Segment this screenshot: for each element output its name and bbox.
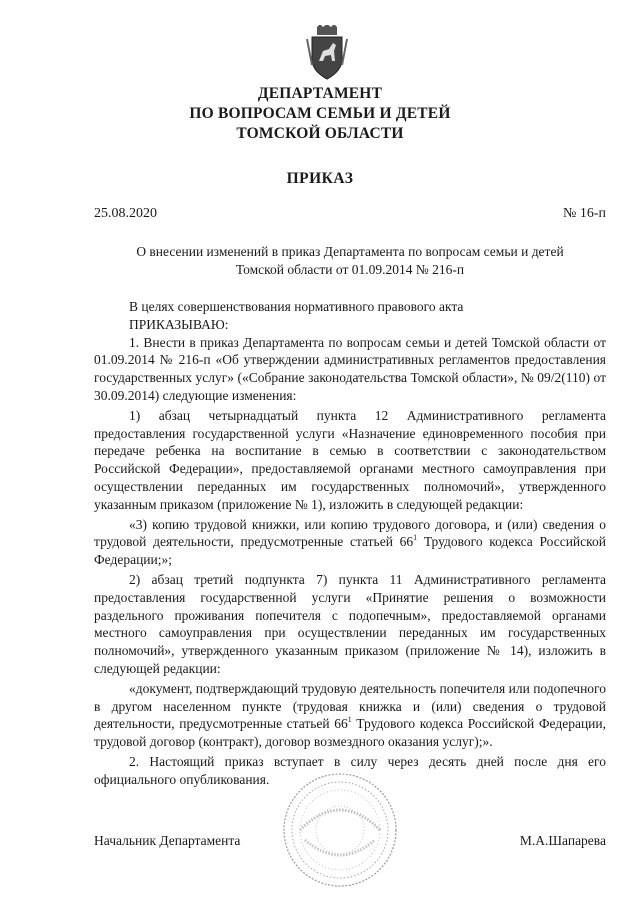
quote-1: [94, 516, 606, 569]
quote-2-text-b: Трудового кодекса Российской Федерации, трудовой договор (контракт), договор возмездного оказания услуг);».: [94, 716, 606, 750]
paragraph-2: 2. Настоящий приказ вступает в силу через десять дней после дня его официального опубликования.: [94, 753, 606, 787]
intro-paragraph: В целях совершенствования нормативного правового акта: [129, 299, 464, 314]
department-line-1: ДЕПАРТАМЕНТ: [257, 85, 383, 102]
order-word: ПРИКАЗЫВАЮ:: [129, 316, 229, 332]
quote-2-superscript: 1: [347, 714, 352, 724]
signer-title: Начальник Департамента: [94, 833, 241, 848]
paragraph-1-1: 1) абзац четырнадцатый пункта 12 Административного регламента предоставления государственной услуги «Назначение единовременного пособия при передаче ребенка на воспитание в семью в соответствии с законодательством Российской Федерации», предоставляемой органами местного самоуправления при осуществлении переданных им государственных полномочий», утвержденного указанным приказом (приложение № 1), изложить в следующей редакции:: [94, 407, 606, 512]
quote-1-text-a: «3) копию трудовой книжки, или копию трудового договора, и (или) сведения о трудовой деятельности, предусмотренные статьей 66: [94, 516, 606, 550]
tomsk-coat-of-arms-icon: [305, 25, 349, 81]
paragraph-1-2: 2) абзац третий подпункта 7) пункта 11 Административного регламента предоставления государственной услуги «Принятие решения о возможности раздельного проживания попечителя с подопечным», предоставляемой органами местного самоуправления при осуществлении переданных им государственных полномочий», утвержденного указанным приказом (приложение № 14), изложить в следующей редакции:: [94, 571, 606, 676]
document-number: № 16-п: [562, 206, 606, 221]
signer-name: М.А.Шапарева: [519, 833, 606, 848]
subject-line-1: О внесении изменений в приказ Департамента по вопросам семьи и детей: [136, 244, 564, 259]
quote-1-superscript: 1: [413, 532, 418, 542]
subject-line-2: Томской области от 01.09.2014 № 216-п: [235, 261, 465, 277]
quote-1-text-b: Трудового кодекса Российской Федерации;»;: [94, 534, 606, 568]
department-name: [0, 84, 640, 144]
document-date: 25.08.2020: [94, 206, 157, 221]
document-body: [94, 298, 606, 791]
department-line-3: ТОМСКОЙ ОБЛАСТИ: [236, 125, 404, 142]
document-subject: [94, 243, 606, 278]
official-round-seal-icon: [280, 770, 400, 890]
paragraph-1: 1. Внести в приказ Департамента по вопросам семьи и детей Томской области от 01.09.2014 № 216-п «Об утверждении административных регламентов предоставления государственных услуг» («Собрание законодательства Томской области», № 09/2(110) от 30.09.2014) следующие изменения:: [94, 334, 606, 403]
department-line-2: ПО ВОПРОСАМ СЕМЬИ И ДЕТЕЙ: [189, 105, 451, 122]
quote-2-text-a: «документ, подтверждающий трудовую деятельность попечителя или подопечного в другом населенном пункте (трудовая книжка и (или) сведения о трудовой деятельности, предусмотренные статьей 66: [94, 680, 606, 732]
document-type: ПРИКАЗ: [286, 170, 354, 187]
quote-2: [94, 680, 606, 751]
